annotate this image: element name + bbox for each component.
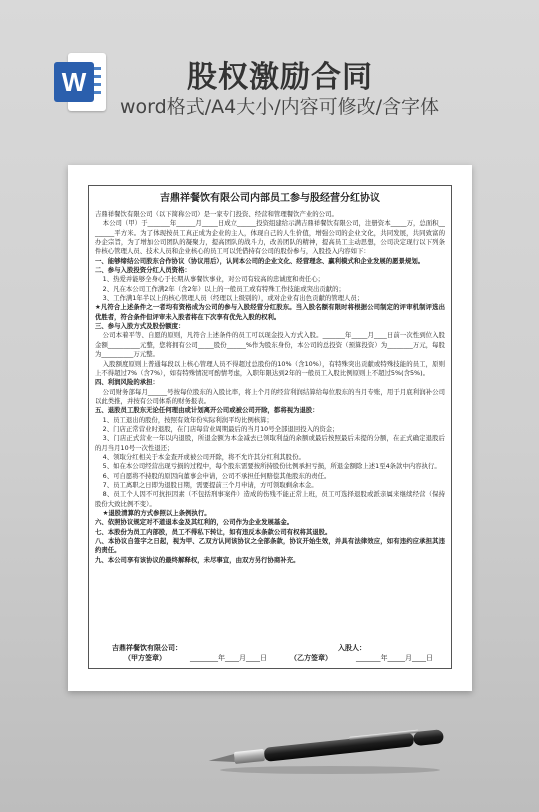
- document-paragraph: 吉鼎祥餐饮有限公司（以下简称公司）是一家专门投资、经营和管理餐饮产业的公司。: [95, 210, 338, 218]
- header: [0, 0, 539, 150]
- signature-party-a: （甲方签章）: [124, 654, 166, 662]
- document-paragraph: 二、参与入股投资分红人员资格：: [95, 266, 191, 275]
- document-paragraph: 公司本着平等、自愿的原则，凡符合上述条件的员工可以现金投入方式入股。_______年_____月____日前一次性到位入股金额__________元整，您将拥有公司_____股份______%作为股东身份，本公司的总投资（预算投资）为________万元，每股为__________万元整。: [95, 331, 445, 359]
- document-paragraph: 一、能够缔结公司股东合作协议（协议用后），认同本公司的企业文化、经营理念、赢利模式和企业发展的愿景规划。: [95, 256, 425, 265]
- document-paragraph: 3、工作满1年半以上的核心管理人员（经理以上级别的），或对企业有出色贡献的管理人员；: [102, 294, 364, 303]
- signature-date-b: _______年_____月____日: [356, 654, 433, 662]
- document-title: 吉鼎祥餐饮有限公司内部员工参与股经营分红协议: [160, 193, 380, 204]
- document-frame: [88, 185, 452, 669]
- document-body: [95, 210, 445, 565]
- document-paragraph: 入股额度原则上普通每段以上核心管理人员不得超过总股份的10%（含10%），有特殊突出贡献或特殊技能的员工，原则上不得超过7%（含7%），如有特殊情况可酌情考虑，入职年限达到2年的一般员工入股比例原则上不超过5%(含5%)。: [95, 359, 445, 377]
- document-paragraph: ★凡符合上述条件之一者均有资格成为公司的参与入股经营分红股东。当入股名额有限时将根据公司制定的评审机制评选出优胜者，符合条件但评审未入股者将在下次享有优先入股的权利。: [95, 303, 445, 321]
- document-paragraph: 5、如在本公司经营出现亏损的过程中，每个股东需要按所持股份比例承担亏损，所退金额除上述1至4条款中内容执行。: [102, 462, 441, 471]
- signature-block: [94, 643, 452, 673]
- signature-date-a: ________年____月____日: [190, 654, 267, 662]
- document-paragraph: 7、员工离职之日即为退股日期，需要提前三个月申请，方可领取剩余本金。: [102, 480, 318, 489]
- document-paragraph: 3、门店正式营业一年以内退股，所退金额为本金减去已领取利益的余额或最后按照最后未提的分额，在正式确定退股后的月当月10号一次性退还；: [95, 434, 445, 452]
- signature-party-b: （乙方签章）: [290, 654, 332, 662]
- document-paragraph: 6、可自愿将不持股的原因向董事会申请，公司不承担任何赔偿其他股东的责任。: [102, 471, 331, 480]
- document-paragraph: 六、依照协议规定对不道退本金及其红利的，公司作为企业发展基金。: [95, 518, 294, 527]
- document-paragraph: 八、本协议自签字之日起，视为甲、乙双方认同该协议之全部条款，协议开始生效，并具有法律效应，如有违约应承担其违约责任。: [95, 537, 445, 555]
- document-paragraph: 七、本股份为员工内部股，员工不得私下转让，如有违反本条款公司有权将其退股。: [95, 527, 332, 536]
- page-subtitle: word格式/A4大小/内容可修改/含字体: [120, 96, 439, 118]
- document-paragraph: 三、参与入股方式及股份额度：: [95, 322, 185, 331]
- page-title: 股权激励合同: [187, 60, 373, 95]
- document-paragraph: 本公司（甲）于_______年______月_____日成立______投资组建给示满吉鼎祥餐饮有限公司，注册资本_____万，总面积________平方米。为了体现按员工真正成为企业的主人，体现自己的人生价值，增强公司的企业文化，共同发展，共同致富的办企宗旨，为了增加公司团队的凝聚力，提高团队的战斗力，改善团队的精神，提高员工主动思想，公司决定现行以下列条件核心管理人员、技术人员和企业核心的员工可以凭借持有公司的股份参与，入股投入内容如下：: [95, 219, 445, 256]
- document-paragraph: 九、本公司享有该协议的最终解释权，未尽事宜，由双方另行协商补充。: [95, 555, 300, 564]
- document-paragraph: 4、领取分红相关于本金查开或被公司开除，将不允许其分红利其股份。: [102, 452, 305, 461]
- word-icon: [54, 53, 106, 111]
- document-paragraph: 五、退股员工股东无论任何理由或计划离开公司或被公司开除，都将视为退股：: [95, 406, 319, 415]
- document-paragraph: 四、利润风险的承担：: [95, 378, 159, 387]
- document-paragraph: 2、门店正常营业时退股，在门店每营业周期最后的当月10号全部退回投入的资金；: [102, 424, 339, 433]
- signature-company: 吉鼎祥餐饮有限公司：: [112, 644, 182, 652]
- signature-investor: 入股人：: [338, 644, 366, 652]
- document-paragraph: 8、员工个人因不可抗拒因素（不包括刑事案件）造成的伤残不能正常上班，员工可选择退股或派亲属来继续经营（保持股份大致比例不变）。: [95, 490, 445, 508]
- document-paragraph: ★退股清算的方式参照以上条例执行。: [102, 509, 211, 517]
- document-paragraph: 2、凡在本公司工作满2年（含2年）以上的一般员工或有特殊工作技能或突出贡献的；: [102, 284, 345, 293]
- document-paragraph: 1、热爱并能够全身心于长期从事餐饮事业，对公司有较高的忠诚度和责任心；: [102, 275, 325, 284]
- word-icon-letter: W: [54, 62, 94, 102]
- document-paragraph: 公司财务部每月______号按每位股东的入股比率，将上个月的经营利润结算给每位股东的当月专账，用于月底利润补公司以此类推，并按有公司体系的财务报表。: [95, 387, 445, 405]
- document-paragraph: 1、员工退出的股份，按照有效年份实际利润平均比例核算；: [102, 415, 273, 424]
- pen-icon: [200, 718, 460, 778]
- document-page: [68, 165, 472, 691]
